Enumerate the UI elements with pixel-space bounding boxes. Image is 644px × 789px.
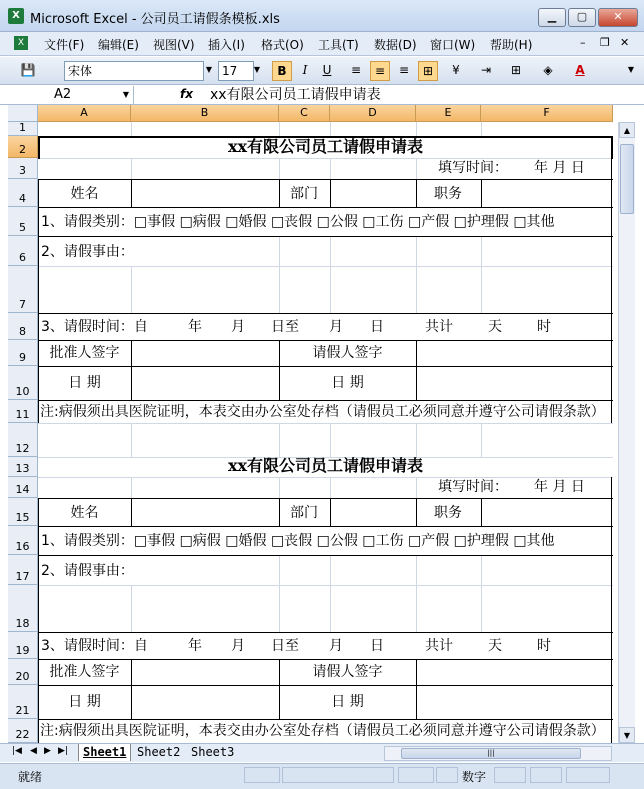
- sheet-tab-1[interactable]: Sheet1: [78, 744, 131, 761]
- merge-center-icon[interactable]: ⊞: [418, 61, 438, 81]
- doc-restore-icon[interactable]: ❐: [600, 36, 610, 49]
- name-box-dropdown-icon[interactable]: ▼: [122, 90, 129, 99]
- form2-applicant-label: 请假人签字: [312, 664, 383, 680]
- form1-title[interactable]: xx有限公司员工请假申请表: [227, 137, 424, 156]
- align-center-icon[interactable]: ≡: [370, 61, 390, 81]
- align-left-icon[interactable]: ≡: [350, 63, 362, 77]
- font-size-select[interactable]: 17: [218, 61, 254, 81]
- form1-applicant-label: 请假人签字: [312, 345, 383, 361]
- excel-app-icon: X: [8, 8, 24, 24]
- select-all-corner[interactable]: [8, 105, 38, 122]
- toolbar-options-icon[interactable]: ▼: [627, 65, 635, 74]
- row-header[interactable]: 22: [8, 719, 38, 743]
- row-header[interactable]: 11: [8, 400, 38, 423]
- form1-position-label: 职务: [434, 186, 462, 202]
- row-header[interactable]: 5: [8, 207, 38, 236]
- menu-format[interactable]: 格式(O): [261, 38, 304, 52]
- form2-total-label: 共计: [425, 638, 453, 654]
- font-color-button[interactable]: A: [575, 63, 585, 77]
- row-header[interactable]: 10: [8, 366, 38, 400]
- row-header[interactable]: 17: [8, 555, 38, 585]
- menu-bar: [0, 32, 644, 56]
- menu-view[interactable]: 视图(V): [153, 38, 195, 52]
- close-button[interactable]: ✕: [598, 8, 638, 27]
- underline-button[interactable]: U: [322, 63, 332, 77]
- form2-leave-type: 1、请假类别：□事假 □病假 □婚假 □丧假 □公假 □工伤 □产假 □护理假 □其他: [41, 533, 555, 549]
- row-header[interactable]: 6: [8, 236, 38, 266]
- form1-total-label: 共计: [425, 319, 453, 335]
- name-box[interactable]: [8, 86, 134, 104]
- row-header[interactable]: 8: [8, 313, 38, 340]
- row-header[interactable]: 20: [8, 659, 38, 685]
- worksheet-grid[interactable]: [38, 122, 613, 743]
- borders-icon[interactable]: ⊞: [510, 63, 522, 77]
- save-icon[interactable]: 💾: [20, 63, 36, 77]
- prev-sheet-icon[interactable]: ◀: [30, 746, 37, 756]
- row-header[interactable]: 18: [8, 585, 38, 632]
- form1-leave-type: 1、请假类别：□事假 □病假 □婚假 □丧假 □公假 □工伤 □产假 □护理假 □其他: [41, 214, 555, 230]
- form2-days-label: 天: [488, 638, 502, 654]
- row-header[interactable]: 13: [8, 457, 38, 477]
- sheet-tab-3[interactable]: Sheet3: [191, 745, 235, 759]
- form1-month2-label: 月: [329, 319, 343, 335]
- form2-date-label-2: 日 期: [331, 694, 364, 710]
- form2-time-label: 3、请假时间：自: [41, 638, 148, 654]
- first-sheet-icon[interactable]: |◀: [12, 746, 22, 756]
- form2-fill-date: 年 月 日: [534, 479, 585, 495]
- doc-close-icon[interactable]: ✕: [620, 36, 630, 49]
- title-bar: [0, 0, 644, 32]
- row-header[interactable]: 12: [8, 423, 38, 457]
- column-header-b[interactable]: B: [131, 105, 279, 122]
- row-header[interactable]: 19: [8, 632, 38, 659]
- form2-note: 注:病假须出具医院证明，本表交由办公室处存档（请假员工必须同意并遵守公司请假条款）: [40, 723, 605, 739]
- currency-icon[interactable]: ¥: [452, 63, 460, 77]
- form2-title[interactable]: xx有限公司员工请假申请表: [227, 456, 424, 475]
- form2-approver-label: 批准人签字: [49, 664, 120, 680]
- indent-icon[interactable]: ⇥: [480, 63, 492, 77]
- form2-reason-label: 2、请假事由：: [41, 563, 134, 579]
- form1-fill-date: 年 月 日: [534, 160, 585, 176]
- menu-file[interactable]: 文件(F): [44, 38, 85, 52]
- column-header-c[interactable]: C: [279, 105, 330, 122]
- horizontal-scrollbar[interactable]: [384, 746, 612, 761]
- formula-bar: [0, 86, 644, 105]
- horizontal-scroll-thumb[interactable]: |||: [401, 748, 581, 759]
- row-header[interactable]: 2: [8, 136, 38, 158]
- form2-name-label: 姓名: [70, 505, 99, 521]
- font-size-dropdown-icon[interactable]: ▼: [253, 65, 261, 74]
- menu-edit[interactable]: 编辑(E): [98, 38, 139, 52]
- form1-time-label: 3、请假时间：自: [41, 319, 148, 335]
- form1-days-label: 天: [488, 319, 502, 335]
- next-sheet-icon[interactable]: ▶: [44, 746, 51, 756]
- form2-hours-label: 时: [537, 638, 551, 654]
- form1-fill-time-label: 填写时间：: [438, 160, 508, 176]
- column-header-f[interactable]: F: [481, 105, 613, 122]
- form1-note: 注:病假须出具医院证明，本表交由办公室处存档（请假员工必须同意并遵守公司请假条款）: [40, 404, 605, 420]
- column-header-a[interactable]: A: [38, 105, 131, 122]
- insert-function-icon[interactable]: fx: [180, 87, 193, 101]
- doc-minimize-icon[interactable]: –: [580, 36, 586, 49]
- sheet-tab-2[interactable]: Sheet2: [137, 745, 181, 759]
- sheet-tabs-bar: [0, 743, 644, 762]
- align-right-icon[interactable]: ≡: [398, 63, 410, 77]
- minimize-button[interactable]: ▁: [538, 8, 566, 27]
- form1-year-label: 年: [188, 319, 202, 335]
- row-header[interactable]: 7: [8, 266, 38, 313]
- form1-name-label: 姓名: [70, 186, 99, 202]
- row-header[interactable]: 21: [8, 685, 38, 719]
- column-header-e[interactable]: E: [416, 105, 481, 122]
- font-name-select[interactable]: 宋体: [64, 61, 204, 81]
- menu-insert[interactable]: 插入(I): [208, 38, 245, 52]
- form2-position-label: 职务: [434, 505, 462, 521]
- menu-window[interactable]: 窗口(W): [430, 38, 476, 52]
- vertical-scrollbar[interactable]: [618, 122, 635, 743]
- form2-year-label: 年: [188, 638, 202, 654]
- menu-data[interactable]: 数据(D): [374, 38, 417, 52]
- form1-approver-label: 批准人签字: [49, 345, 120, 361]
- font-name-dropdown-icon[interactable]: ▼: [205, 65, 213, 74]
- menu-help[interactable]: 帮助(H): [490, 38, 533, 52]
- bold-button[interactable]: B: [272, 61, 292, 81]
- scroll-down-icon[interactable]: ▼: [619, 727, 635, 743]
- menu-tools[interactable]: 工具(T): [318, 38, 359, 52]
- form2-month-label: 月: [231, 638, 245, 654]
- column-header-d[interactable]: D: [330, 105, 416, 122]
- window-title: Microsoft Excel - 公司员工请假条模板.xls: [30, 12, 280, 27]
- row-header[interactable]: 4: [8, 179, 38, 207]
- status-ready: 就绪: [18, 770, 43, 784]
- form2-dept-label: 部门: [290, 505, 318, 521]
- formula-input[interactable]: xx有限公司员工请假申请表: [210, 87, 381, 103]
- row-header[interactable]: 1: [8, 122, 38, 136]
- workbook-icon[interactable]: X: [14, 36, 28, 50]
- maximize-button[interactable]: ▢: [568, 8, 596, 27]
- vertical-scroll-thumb[interactable]: [620, 144, 634, 214]
- form2-fill-time-label: 填写时间：: [438, 479, 508, 495]
- scroll-up-icon[interactable]: ▲: [619, 122, 635, 138]
- form1-month-label: 月: [231, 319, 245, 335]
- form2-day-to-label: 日至: [271, 638, 299, 654]
- row-header[interactable]: 9: [8, 340, 38, 366]
- form2-date-label-1: 日 期: [68, 694, 101, 710]
- form2-month2-label: 月: [329, 638, 343, 654]
- italic-button[interactable]: I: [302, 63, 308, 77]
- form2-day-label: 日: [370, 638, 384, 654]
- form1-day-to-label: 日至: [271, 319, 299, 335]
- row-header[interactable]: 16: [8, 526, 38, 555]
- status-num-mode: 数字: [462, 770, 487, 784]
- name-box-value: A2: [54, 87, 72, 102]
- form1-hours-label: 时: [537, 319, 551, 335]
- form1-day-label: 日: [370, 319, 384, 335]
- row-header[interactable]: 3: [8, 158, 38, 179]
- row-header[interactable]: 15: [8, 498, 38, 526]
- row-header[interactable]: 14: [8, 477, 38, 498]
- form1-date-label-2: 日 期: [331, 375, 364, 391]
- form1-date-label-1: 日 期: [68, 375, 101, 391]
- form1-dept-label: 部门: [290, 186, 318, 202]
- form1-reason-label: 2、请假事由：: [41, 244, 134, 260]
- last-sheet-icon[interactable]: ▶|: [58, 746, 68, 756]
- fill-color-icon[interactable]: ◈: [543, 63, 553, 77]
- status-bar: [0, 763, 644, 789]
- formatting-toolbar: [0, 57, 644, 85]
